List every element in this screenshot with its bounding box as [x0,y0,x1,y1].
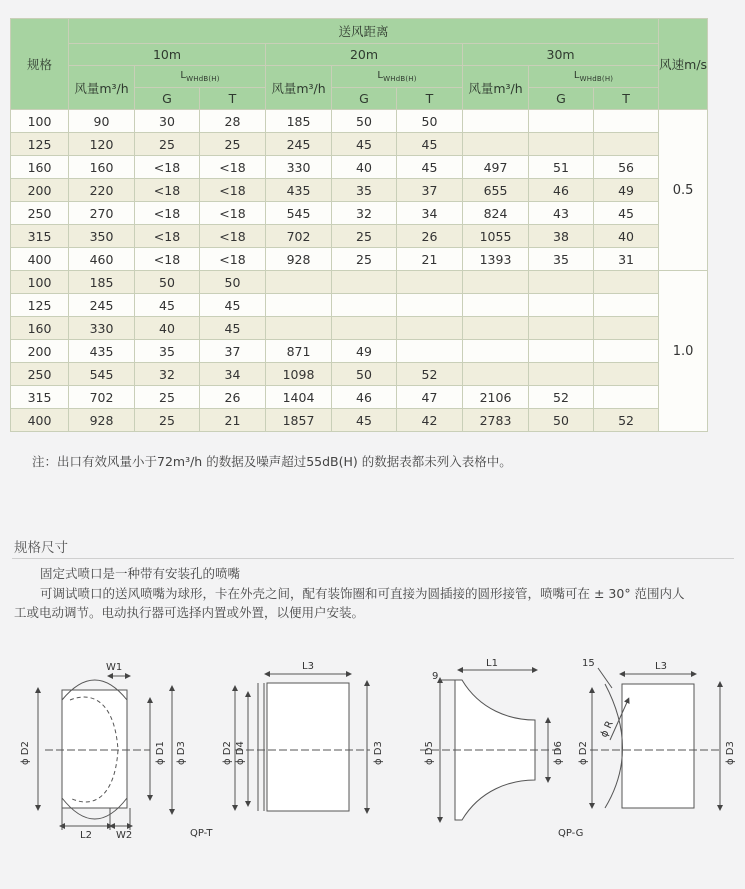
table-cell: 25 [332,225,397,248]
table-cell: 185 [266,110,332,133]
label-d3-c: ϕ D3 [725,741,736,765]
spec-table [10,18,708,432]
table-cell: 25 [135,133,200,156]
table-cell [594,110,659,133]
table-cell: 49 [594,179,659,202]
paragraph-1: 固定式喷口是一种带有安装孔的喷嘴 [40,566,241,581]
dimension-diagrams [0,650,745,889]
table-cell [594,317,659,340]
table-cell: 245 [266,133,332,156]
cell-size: 125 [11,133,69,156]
table-cell: 50 [332,110,397,133]
table-row [11,340,708,363]
table-cell: 31 [594,248,659,271]
table-note: 注：出口有效风量小于72m³/h 的数据及噪声超过55dB(H) 的数据表都未列入表格中。 [32,454,512,469]
table-cell: 245 [69,294,135,317]
table-cell [594,271,659,294]
label-d3-a: ϕ D3 [176,741,187,765]
table-cell: 52 [529,386,594,409]
table-cell [397,271,463,294]
paragraph-3: 工或电动调节。电动执行器可选择内置或外置，以便用户安装。 [14,605,365,620]
table-cell: 45 [200,294,266,317]
table-cell [397,340,463,363]
table-cell: 32 [332,202,397,225]
table-cell: 45 [397,156,463,179]
label-w2: W2 [116,830,133,841]
header-noise-20m: $L_{WHdB(H)}$ [332,66,463,88]
drawing-ball-nozzle [38,676,172,830]
cell-size: 400 [11,409,69,432]
table-cell: 871 [266,340,332,363]
cell-size: 160 [11,317,69,340]
table-cell [594,340,659,363]
table-cell: 435 [266,179,332,202]
cell-size: 315 [11,225,69,248]
header-size: 规格 [11,19,69,110]
table-cell: 1393 [463,248,529,271]
table-cell: 51 [529,156,594,179]
header-flow-10m: 风量m³/h [69,66,135,110]
table-cell: 35 [332,179,397,202]
cell-size: 250 [11,202,69,225]
table-cell: 2106 [463,386,529,409]
label-qpg: QP-G [558,828,584,839]
table-cell [463,133,529,156]
table-body [11,110,708,432]
table-cell: <18 [135,225,200,248]
table-cell: 330 [266,156,332,179]
table-cell: 28 [200,110,266,133]
label-l3-a: L3 [302,661,314,672]
table-cell [529,271,594,294]
drawing-cylinder [235,674,370,811]
table-cell [332,294,397,317]
table-cell [594,363,659,386]
table-cell: 45 [332,133,397,156]
table-cell: 220 [69,179,135,202]
cell-size: 100 [11,271,69,294]
table-cell: 928 [266,248,332,271]
label-d5: ϕ D5 [424,741,435,765]
table-cell: 34 [397,202,463,225]
table-row [11,409,708,432]
table-cell: 50 [397,110,463,133]
table-cell: 37 [397,179,463,202]
table-cell [266,294,332,317]
label-l1: L1 [486,658,498,669]
label-l3-b: L3 [655,661,667,672]
label-9: 9 [432,671,439,682]
table-cell: 2783 [463,409,529,432]
header-dist-20m: 20m [266,44,463,66]
table-row [11,363,708,386]
table-cell: 185 [69,271,135,294]
header-flow-20m: 风量m³/h [266,66,332,110]
table-row [11,317,708,340]
cell-size: 315 [11,386,69,409]
table-cell: 1098 [266,363,332,386]
table-cell: 45 [135,294,200,317]
table-cell [332,271,397,294]
table-cell: 37 [200,340,266,363]
table-cell: 50 [332,363,397,386]
table-cell: 824 [463,202,529,225]
table-cell [463,110,529,133]
table-cell: 45 [397,133,463,156]
table-cell: 40 [135,317,200,340]
table-cell: 655 [463,179,529,202]
header-t-20m: T [397,88,463,110]
header-g-20m: G [332,88,397,110]
table-cell: <18 [135,156,200,179]
cell-size: 125 [11,294,69,317]
table-cell [463,294,529,317]
label-qpt: QP-T [190,828,213,839]
table-cell: 47 [397,386,463,409]
label-w1: W1 [106,662,123,673]
table-cell: 38 [529,225,594,248]
label-15: 15 [582,658,595,669]
table-cell: 42 [397,409,463,432]
header-t-10m: T [200,88,266,110]
table-cell: 330 [69,317,135,340]
header-t-30m: T [594,88,659,110]
table-cell [463,340,529,363]
table-cell: 26 [397,225,463,248]
table-cell [594,294,659,317]
table-cell: 21 [397,248,463,271]
table-cell: 270 [69,202,135,225]
table-cell: 25 [135,409,200,432]
table-cell [529,317,594,340]
cell-speed: 1.0 [659,271,708,432]
table-cell: 1055 [463,225,529,248]
table-cell: 545 [266,202,332,225]
table-cell [463,317,529,340]
table-row [11,156,708,179]
table-cell: 1404 [266,386,332,409]
table-cell: 350 [69,225,135,248]
table-cell: 45 [200,317,266,340]
cell-size: 400 [11,248,69,271]
divider [12,558,734,559]
label-d4: ϕ D4 [235,741,246,765]
cell-size: 250 [11,363,69,386]
label-d6: ϕ D6 [553,741,564,765]
table-cell: 46 [332,386,397,409]
paragraph-2: 可调试喷口的送风喷嘴为球形，卡在外壳之间，配有装饰圈和可直接为圆插接的圆形接管，喷嘴可在 ± 30° 范围内人 [40,586,685,601]
table-cell [397,317,463,340]
header-distance: 送风距离 [69,19,659,44]
table-cell: 43 [529,202,594,225]
table-cell: 34 [200,363,266,386]
table-cell: 25 [135,386,200,409]
table-cell: 45 [594,202,659,225]
table-cell: 45 [332,409,397,432]
table-cell: 46 [529,179,594,202]
table-cell [529,340,594,363]
table-row [11,294,708,317]
header-speed: 风速m/s [659,19,708,110]
table-cell [594,386,659,409]
cell-size: 160 [11,156,69,179]
header-flow-30m: 风量m³/h [463,66,529,110]
table-cell: <18 [200,225,266,248]
table-cell: <18 [135,179,200,202]
table-cell [529,363,594,386]
header-g-30m: G [529,88,594,110]
header-noise-10m: $L_{WHdB(H)}$ [135,66,266,88]
table-cell: 545 [69,363,135,386]
table-cell: 25 [332,248,397,271]
table-cell: 52 [397,363,463,386]
drawing-hemisphere-nozzle [590,668,720,808]
table-cell [529,110,594,133]
table-cell: <18 [200,248,266,271]
cell-speed: 0.5 [659,110,708,271]
table-row [11,386,708,409]
table-cell: 40 [332,156,397,179]
table-cell [266,271,332,294]
table-cell: 26 [200,386,266,409]
table-cell: <18 [200,156,266,179]
label-d2-b: ϕ D2 [222,741,233,765]
label-d2-c: ϕ D2 [578,741,589,765]
table-row [11,225,708,248]
table-row [11,133,708,156]
cell-size: 100 [11,110,69,133]
table-row [11,179,708,202]
drawing-flared-nozzle [420,670,560,820]
table-cell: 497 [463,156,529,179]
label-l2: L2 [80,830,92,841]
table-cell: 435 [69,340,135,363]
table-cell: <18 [135,248,200,271]
label-d2-a: ϕ D2 [20,741,31,765]
table-cell: 35 [135,340,200,363]
table-cell: <18 [135,202,200,225]
table-cell [463,363,529,386]
label-d1: ϕ D1 [155,741,166,765]
header-dist-10m: 10m [69,44,266,66]
table-cell [463,271,529,294]
table-cell [397,294,463,317]
table-cell: 21 [200,409,266,432]
table-row [11,271,708,294]
table-cell: 40 [594,225,659,248]
cell-size: 200 [11,340,69,363]
table-cell [266,317,332,340]
table-cell: 32 [135,363,200,386]
table-cell [529,294,594,317]
table-cell [332,317,397,340]
table-cell: 50 [529,409,594,432]
table-cell: 702 [69,386,135,409]
table-row [11,248,708,271]
table-cell: 928 [69,409,135,432]
table-cell: 460 [69,248,135,271]
table-cell: 50 [200,271,266,294]
header-dist-30m: 30m [463,44,659,66]
table-row [11,110,708,133]
table-cell: 50 [135,271,200,294]
table-cell: <18 [200,202,266,225]
header-noise-30m: $L_{WHdB(H)}$ [529,66,659,88]
label-r: ϕ R [598,719,616,740]
cell-size: 200 [11,179,69,202]
table-cell: 160 [69,156,135,179]
table-cell: 56 [594,156,659,179]
table-cell: 1857 [266,409,332,432]
table-cell [529,133,594,156]
table-cell: 702 [266,225,332,248]
header-g-10m: G [135,88,200,110]
table-cell: 52 [594,409,659,432]
table-cell: 120 [69,133,135,156]
table-cell: 90 [69,110,135,133]
label-d3-b: ϕ D3 [373,741,384,765]
table-row [11,202,708,225]
table-cell [594,133,659,156]
table-cell: 25 [200,133,266,156]
section-title: 规格尺寸 [14,540,68,556]
table-cell: 49 [332,340,397,363]
table-cell: 35 [529,248,594,271]
table-cell: <18 [200,179,266,202]
table-cell: 30 [135,110,200,133]
